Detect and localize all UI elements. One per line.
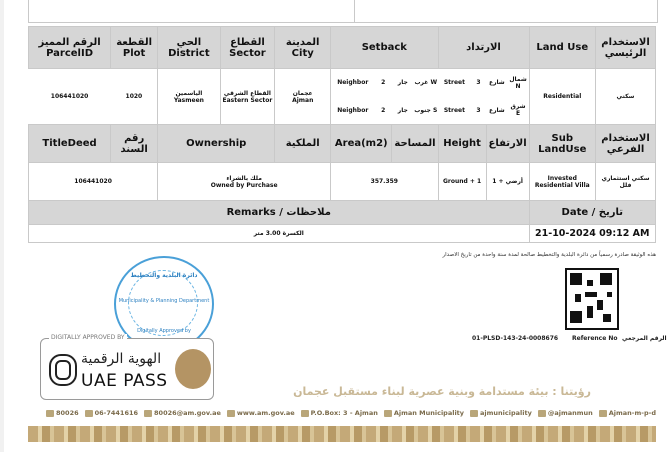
instagram-icon — [470, 410, 478, 417]
height-value: Ground + 1 — [438, 163, 486, 201]
date-header: Date / تاريخ — [529, 201, 655, 225]
youtube-icon — [599, 410, 607, 417]
sector-header: القطاع Sector — [220, 27, 275, 69]
contact-item[interactable]: www.am.gov.ae — [227, 409, 295, 417]
setback-street: Street — [443, 79, 465, 87]
reference-label: Reference No — [572, 335, 618, 342]
setback-side: شمال N — [509, 75, 527, 90]
setback-jar: جار — [397, 106, 408, 114]
sector-value: القطاع الشرقي Eastern Sector — [220, 69, 275, 125]
setback-street-no: 3 — [476, 79, 481, 87]
sub-land-use-header: Sub LandUse — [529, 125, 596, 163]
setback-value: 2 — [381, 79, 386, 87]
main-use-value: سكني — [596, 69, 656, 125]
phone-icon — [46, 410, 54, 417]
uae-pass-label: DIGITALLY APPROVED BY — [51, 334, 125, 341]
emblem-icon — [175, 349, 211, 389]
sub-land-use-value: Invested Residential Villa — [529, 163, 596, 201]
uae-pass-badge — [40, 334, 214, 400]
stamp-ar-text: دائرة البلدية والتخطيط — [130, 272, 198, 279]
height-header-ar: الارتفاع — [486, 125, 529, 163]
reference-label-ar: الرقم المرجعي — [622, 335, 667, 342]
area-header-ar: المساحة — [392, 125, 438, 163]
stamp-bottom-text: Digitally Approved by — [137, 328, 191, 334]
ownership-value: ملك بالشراء Owned by Purchase — [158, 163, 331, 201]
setback-header-ar: الارتداد — [438, 27, 529, 69]
twitter-icon — [538, 410, 546, 417]
fax-icon — [85, 410, 93, 417]
contact-item[interactable]: ajmunicipality — [470, 409, 532, 417]
ownership-header: Ownership — [158, 125, 275, 163]
district-header: الحي District — [158, 27, 220, 69]
setback-neighbor: Neighbor — [337, 106, 369, 114]
contact-item[interactable]: 80026@am.gov.ae — [144, 409, 221, 417]
facebook-icon — [384, 410, 392, 417]
contact-item[interactable]: @ajmanmun — [538, 409, 593, 417]
title-deed-header-ar: رقم السند — [111, 125, 158, 163]
main-use-header: الاستخدام الرئيسي — [596, 27, 656, 69]
title-deed-header: TitleDeed — [29, 125, 111, 163]
setback-value: 2 — [381, 106, 386, 114]
setback-direction: غرب W — [414, 79, 438, 87]
land-use-value: Residential — [529, 69, 596, 125]
parcel-id-value: 106441020 — [50, 93, 89, 100]
setback-street-no: 3 — [476, 106, 481, 114]
contact-bar — [46, 406, 658, 420]
remark-text: الكسرة 3.00 متر — [29, 225, 530, 243]
reference-value: 01-PLSD-143-24-0008676 — [472, 335, 559, 342]
land-use-header: Land Use — [529, 27, 596, 69]
setback-street: Street — [443, 106, 465, 114]
parcel-id-header: الرقم المميز ParcelID — [29, 27, 111, 69]
city-value: عجمان Ajman — [275, 69, 331, 125]
plot-header: القطعة Plot — [111, 27, 158, 69]
remarks-header: Remarks / ملاحظات — [29, 201, 530, 225]
email-icon — [144, 410, 152, 417]
date-value: 21-10-2024 09:12 AM — [529, 225, 655, 243]
setback-neighbor: Neighbor — [337, 79, 369, 87]
area-header: Area(m2) — [331, 125, 392, 163]
setback-side: شرق E — [510, 103, 526, 118]
parcel-info-table — [28, 26, 656, 243]
height-value-ar: أرضي + 1 — [486, 163, 529, 201]
area-value: 357.359 — [331, 163, 438, 201]
setback-direction: جنوب S — [414, 106, 438, 114]
sub-use-value: سكني استثماري فلل — [596, 163, 656, 201]
stamp-en-text: Municipality & Planning Department — [118, 298, 210, 304]
vision-statement: رؤيتنا : بيئة مستدامة وبنية عصرية لبناء مستقبل عجمان — [293, 385, 591, 398]
plot-value: 1020 — [125, 93, 143, 100]
ownership-header-ar: الملكية — [275, 125, 331, 163]
setback-shari: شارع — [489, 106, 505, 114]
sub-use-header: الاستخدام الفرعي — [596, 125, 656, 163]
contact-item[interactable]: Ajman-m-p-d — [599, 409, 656, 417]
height-header: Height — [438, 125, 486, 163]
district-value: الياسمين Yasmeen — [158, 69, 220, 125]
title-deed-value: 106441020 — [29, 163, 158, 201]
contact-item[interactable]: 80026 — [46, 409, 79, 417]
setback-header: Setback — [331, 27, 438, 69]
web-icon — [227, 410, 235, 417]
top-strip — [28, 0, 658, 23]
uae-pass-ar: الهوية الرقمية — [81, 351, 162, 367]
validity-note: هذه الوثيقة صادرة رسمياً من دائرة البلدية والتخطيط صالحة لمدة سنة واحدة من تاريخ الاصدار — [442, 252, 656, 258]
decorative-band — [28, 426, 656, 442]
contact-item[interactable]: Ajman Municipality — [384, 409, 464, 417]
fingerprint-inner-icon — [55, 360, 71, 380]
setback-shari: شارع — [489, 79, 505, 87]
city-header: المدينة City — [275, 27, 331, 69]
setback-jar: جار — [397, 79, 408, 87]
mail-box-icon — [301, 410, 309, 417]
contact-item[interactable]: 06-7441616 — [85, 409, 138, 417]
qr-code[interactable] — [565, 268, 619, 330]
uae-pass-en: UAE PASS — [81, 371, 168, 391]
contact-item[interactable]: P.O.Box: 3 - Ajman — [301, 409, 378, 417]
